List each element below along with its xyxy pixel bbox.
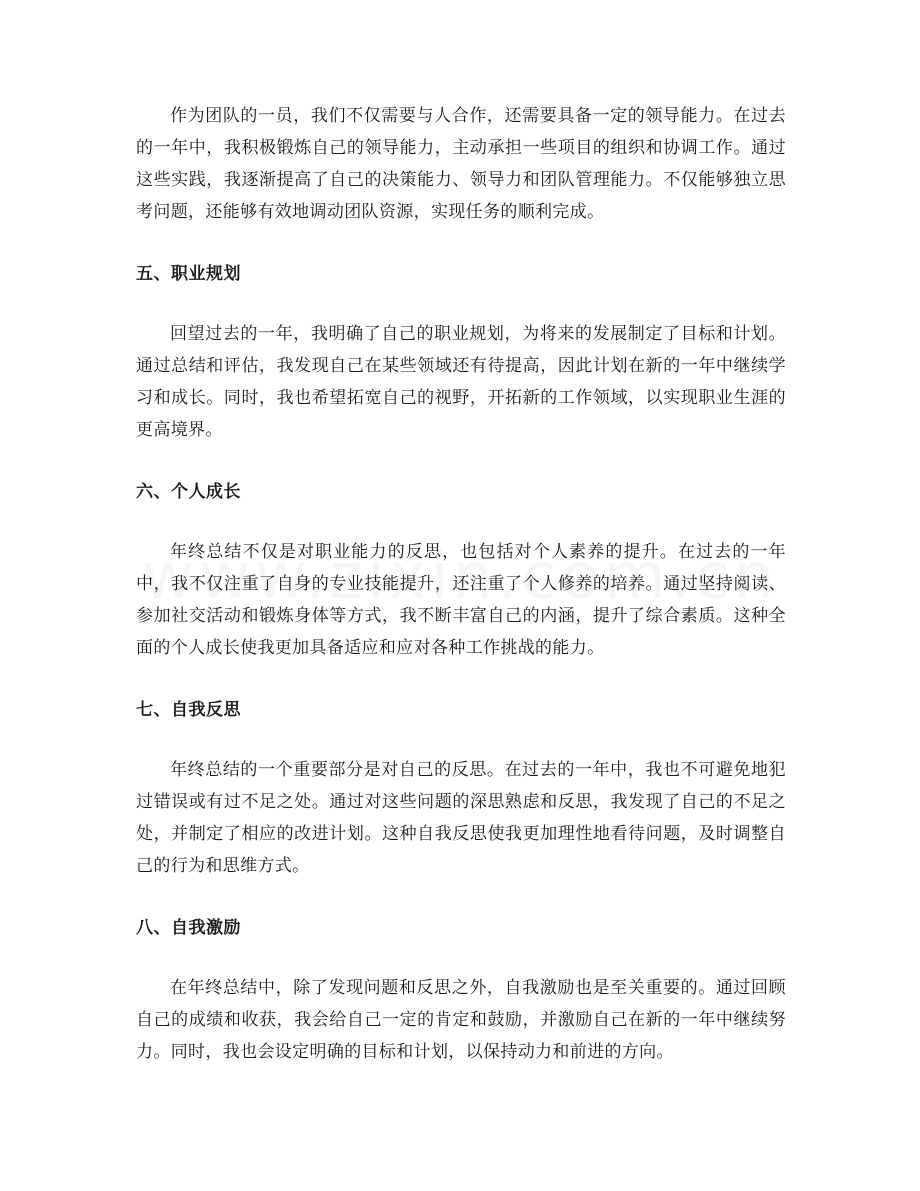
personal-growth-paragraph: 年终总结不仅是对职业能力的反思，也包括对个人素养的提升。在过去的一年中，我不仅注重了自身的专业技能提升，还注重了个人修养的培养。通过坚持阅读、参加社交活动和锻炼身体等方式，我不断丰富自己的内涵，提升了综合素质。这种全面的个人成长使我更加具备适应和应对各种工作挑战的能力。 <box>136 542 786 658</box>
section-heading-personal-growth: 六、个人成长 <box>136 482 241 502</box>
intro-paragraph: 作为团队的一员，我们不仅需要与人合作，还需要具备一定的领导能力。在过去的一年中，我积极锻炼自己的领导能力，主动承担一些项目的组织和协调工作。通过这些实践，我逐渐提高了自己的决策能力、领导力和团队管理能力。不仅能够独立思考问题，还能够有效地调动团队资源，实现任务的顺利完成。 <box>136 106 786 222</box>
section-heading-self-motivation: 八、自我激励 <box>136 918 241 938</box>
section-heading-self-reflection: 七、自我反思 <box>136 700 241 720</box>
self-motivation-paragraph: 在年终总结中，除了发现问题和反思之外，自我激励也是至关重要的。通过回顾自己的成绩和收获，我会给自己一定的肯定和鼓励，并激励自己在新的一年中继续努力。同时，我也会设定明确的目标和计划，以保持动力和前进的方向。 <box>136 978 786 1062</box>
section-heading-career-planning: 五、职业规划 <box>136 264 241 284</box>
self-reflection-paragraph: 年终总结的一个重要部分是对自己的反思。在过去的一年中，我也不可避免地犯过错误或有过不足之处。通过对这些问题的深思熟虑和反思，我发现了自己的不足之处，并制定了相应的改进计划。这种自我反思使我更加理性地看待问题，及时调整自己的行为和思维方式。 <box>136 760 786 876</box>
career-planning-paragraph: 回望过去的一年，我明确了自己的职业规划，为将来的发展制定了目标和计划。通过总结和评估，我发现自己在某些领域还有待提高，因此计划在新的一年中继续学习和成长。同时，我也希望拓宽自己的视野，开拓新的工作领域，以实现职业生涯的更高境界。 <box>136 324 786 440</box>
document-page <box>136 100 786 1068</box>
